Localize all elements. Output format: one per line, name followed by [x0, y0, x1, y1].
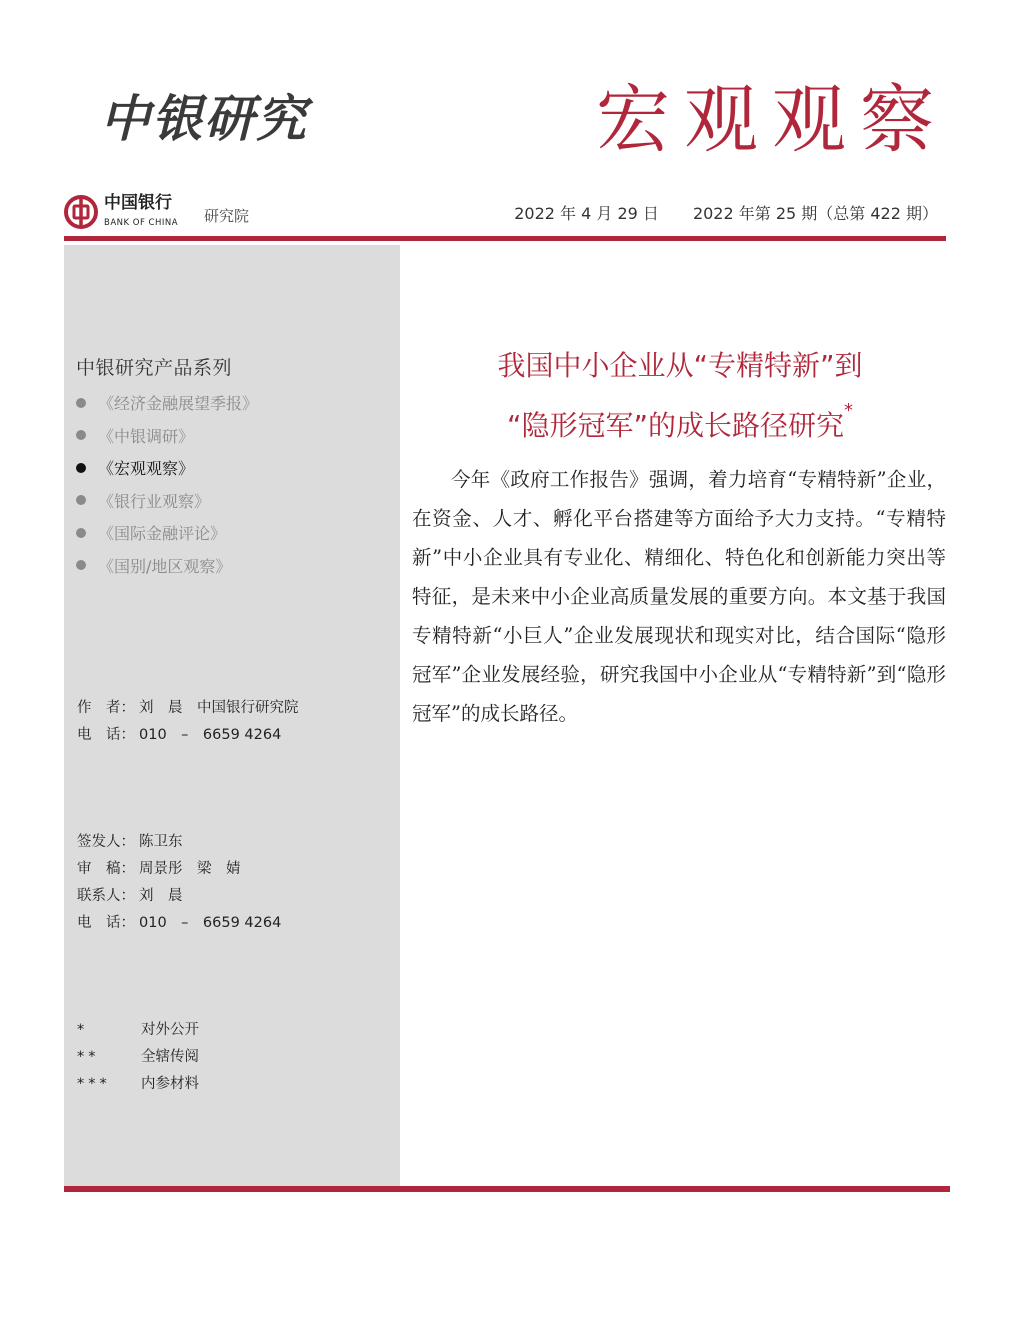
article-title-line-1: 我国中小企业从“专精特新”到 — [497, 349, 863, 382]
bank-of-china-logo-icon — [64, 195, 98, 229]
author-phone: 010 – 6659 4264 — [139, 727, 282, 743]
institute-label: 研究院 — [204, 207, 250, 225]
report-date: 2022 年 4 月 29 日 — [514, 204, 659, 223]
series-item: 《国际金融评论》 — [76, 521, 258, 554]
author-info: 作 者： 刘 晨 中国银行研究院 电 话： 010 – 6659 4264 — [77, 700, 299, 743]
reviewer-names: 周景彤 梁 婧 — [139, 861, 241, 877]
product-series-title: 中银研究产品系列 — [76, 357, 233, 379]
bank-name-cn: 中国银行 — [104, 193, 172, 213]
research-brand-logo: 中银研究 — [100, 89, 308, 148]
series-item: 《银行业观察》 — [76, 489, 258, 522]
bank-name-en: BANK OF CHINA — [104, 218, 179, 228]
bullet-icon — [76, 398, 86, 408]
report-series-title: 宏观观察 — [596, 77, 948, 163]
signer-name: 陈卫东 — [139, 834, 183, 850]
series-item-active: 《宏观观察》 — [76, 456, 258, 489]
footnote-mark: * — [844, 400, 853, 421]
footer-divider — [64, 1186, 950, 1192]
header-divider — [64, 236, 946, 241]
issue-number: 2022 年第 25 期（总第 422 期） — [692, 204, 938, 223]
contact-phone: 010 – 6659 4264 — [139, 915, 282, 931]
bullet-icon — [76, 560, 86, 570]
bullet-icon — [76, 430, 86, 440]
series-item: 《国别/地区观察》 — [76, 554, 258, 587]
series-item: 《经济金融展望季报》 — [76, 391, 258, 424]
article-abstract: 今年《政府工作报告》强调，着力培育“专精特新”企业，在资金、人才、孵化平台搭建等方面给予大力支持。“专精特新”中小企业具有专业化、精细化、特色化和创新能力突出等特征，是未来中小企业高质量发展的重要方向。本文基于我国专精特新“小巨人”企业发展现状和现实对比，结合国际“隐形冠军”企业发展经验，研究我国中小企业从“专精特新”到“隐形冠军”的成长路径。 — [412, 468, 946, 725]
issue-info — [514, 201, 938, 224]
series-item: 《中银调研》 — [76, 424, 258, 457]
bullet-icon — [76, 463, 86, 473]
editorial-info: 签发人： 陈卫东 审 稿： 周景彤 梁 婧 联系人： 刘 晨 电 话： 010 – 6659 4264 — [77, 834, 282, 931]
bullet-icon — [76, 495, 86, 505]
product-series-list — [76, 391, 258, 587]
sidebar — [64, 245, 400, 1186]
distribution-legend: * 对外公开 ** 全辖传阅 *** 内参材料 — [77, 1022, 199, 1092]
bullet-icon — [76, 528, 86, 538]
article-title-line-2: “隐形冠军”的成长路径研究* — [506, 400, 853, 442]
contact-name: 刘 晨 — [139, 888, 183, 904]
author-name: 刘 晨 中国银行研究院 — [139, 700, 299, 716]
